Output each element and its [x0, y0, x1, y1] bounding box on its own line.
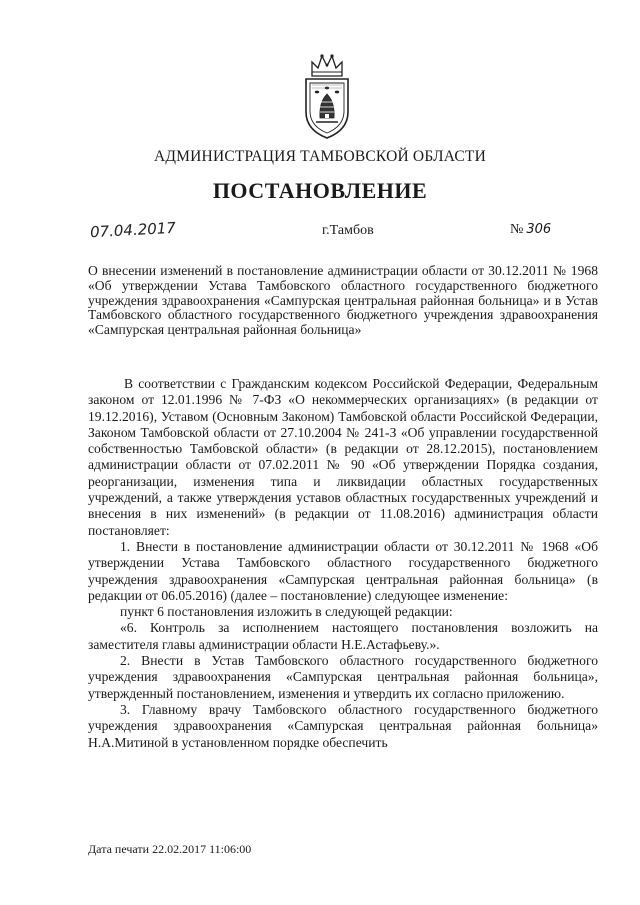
document-type-title: ПОСТАНОВЛЕНИЕ: [212, 178, 428, 203]
city-label: г.Тамбов: [322, 223, 374, 238]
handwritten-number: 306: [526, 222, 552, 237]
coat-of-arms-icon: [298, 52, 356, 144]
preamble-paragraph: В соответствии с Гражданским кодексом Российской Федерации, Федеральным законом от 12.01.1996 № 7-ФЗ «О некоммерческих организациях» (в редакции от 19.12.2016), Уставом (Основным Законом) Тамбовской области Российской Федерации, Законом Тамбовской области от 27.10.2004 № 241-З «Об управлении государственной собственностью Тамбовской области» (в редакции от 28.12.2015), постановлением администрации области от 07.02.2011 № 90 «Об утверждении Порядка создания, реорганизации, изменения типа и ликвидации областных государственных учреждений, а также утверждения уставов областных государственных учреждений и внесения в них изменений» (в редакции от 11.08.2016) администрация области постановляет:: [88, 376, 598, 538]
document-body: [88, 376, 598, 751]
document-subject: О внесении изменений в постановление администрации области от 30.12.2011 № 1968 «Об утверждении Устава Тамбовского областного государственного бюджетного учреждения здравоохранения «Сампурская центральная районная больница» и в Устав Тамбовского областного государственного бюджетного учреждения здравоохранения «Сампурская центральная районная больница»: [88, 263, 598, 338]
number-label: №: [510, 222, 524, 237]
print-date: Дата печати 22.02.2017 11:06:00: [88, 842, 252, 856]
item-1-quote-paragraph: «6. Контроль за исполнением настоящего постановления возложить на заместителя главы администрации области Н.Е.Астафьеву.».: [88, 620, 598, 652]
handwritten-date: 07.04.2017: [89, 218, 177, 242]
document-number: [510, 222, 551, 238]
item-1-paragraph: 1. Внести в постановление администрации области от 30.12.2011 № 1968 «Об утверждении Устава Тамбовского областного государственного бюджетного учреждения здравоохранения «Сампурская центральная районная больница» (в редакции от 06.05.2016) (далее – постановление) следующее изменение:: [88, 538, 598, 603]
item-2-paragraph: 2. Внести в Устав Тамбовского областного государственного бюджетного учреждения здравоохранения «Сампурская центральная районная больница», утвержденный постановлением, изменения и утвердить их согласно приложению.: [88, 653, 598, 701]
item-3-paragraph: 3. Главному врачу Тамбовского областного государственного бюджетного учреждения здравоохранения «Сампурская центральная районная больница» Н.А.Митиной в установленном порядке обеспечить: [88, 701, 598, 750]
item-1-sub-paragraph: пункт 6 постановления изложить в следующей редакции:: [120, 604, 453, 620]
organization-name: АДМИНИСТРАЦИЯ ТАМБОВСКОЙ ОБЛАСТИ: [154, 148, 486, 165]
